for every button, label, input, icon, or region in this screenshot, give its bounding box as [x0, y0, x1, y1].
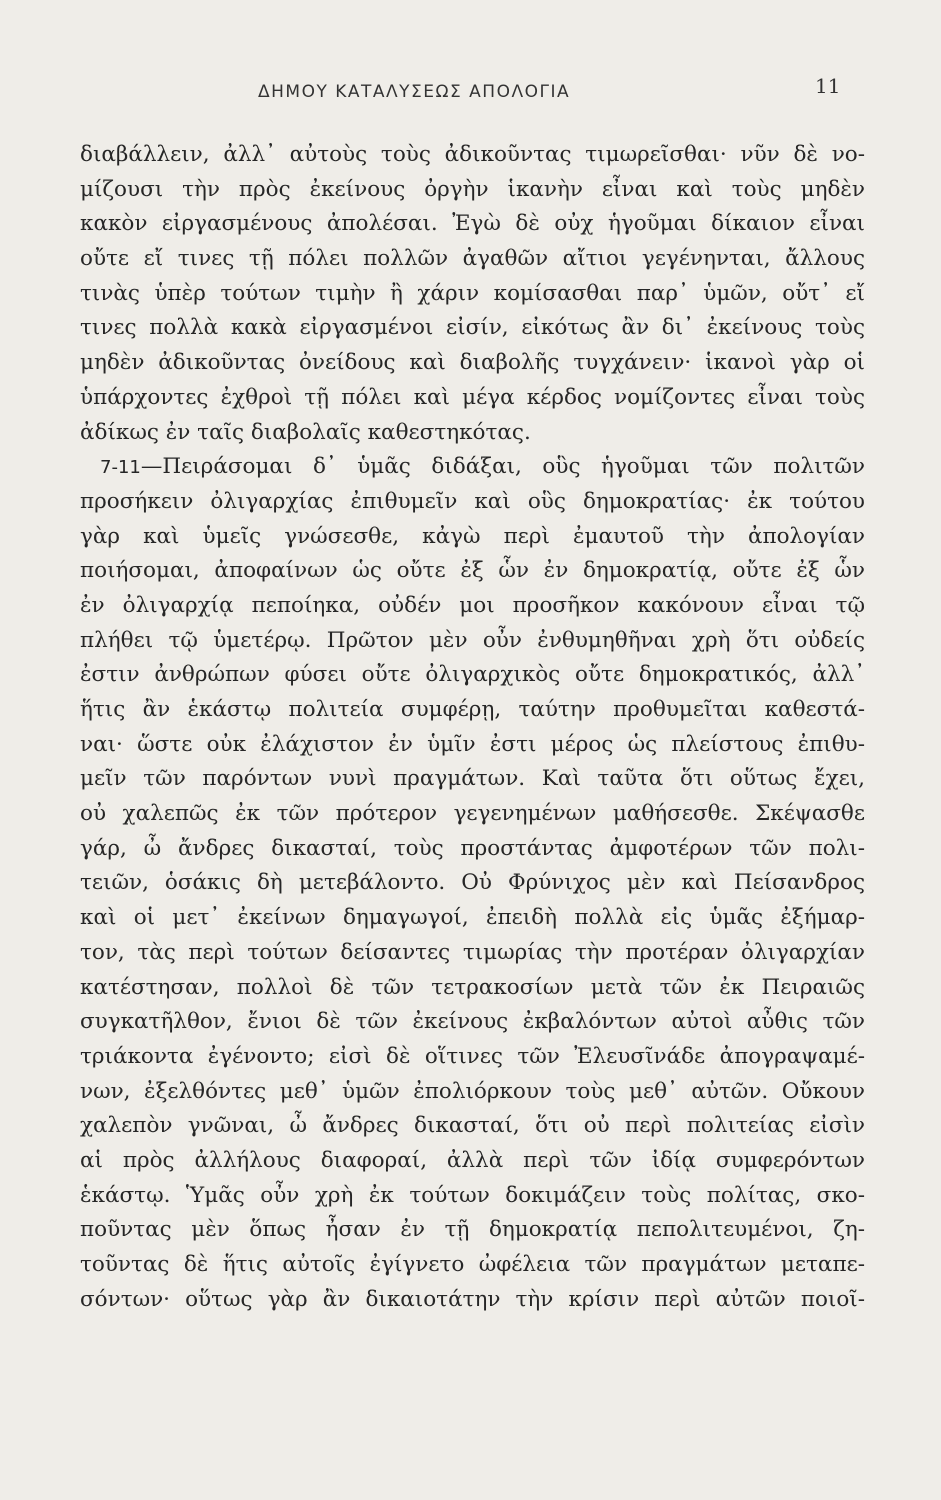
- text-line: ἑκάστῳ. Ὑμᾶς οὖν χρὴ ἐκ τούτων δοκιμάζειν τοὺς πολίτας, σκο-: [80, 1182, 865, 1208]
- text-line: καὶ οἱ μετ᾽ ἐκείνων δημαγωγοί, ἐπειδὴ πολλὰ εἰς ὑμᾶς ἐξήμαρ-: [80, 905, 865, 931]
- text-line: αἱ πρὸς ἀλλήλους διαφοραί, ἀλλὰ περὶ τῶν ἰδίᾳ συμφερόντων: [80, 1147, 865, 1173]
- text-line: κακὸν εἰργασμένους ἀπολέσαι. Ἐγὼ δὲ οὐχ ἡγοῦμαι δίκαιον εἶναι: [80, 211, 865, 237]
- text-line: γάρ, ὦ ἄνδρες δικασταί, τοὺς προστάντας ἀμφοτέρων τῶν πολι-: [80, 835, 865, 861]
- text-line: πλήθει τῷ ὑμετέρῳ. Πρῶτον μὲν οὖν ἐνθυμηθῆναι χρὴ ὅτι οὐδείς: [80, 627, 865, 653]
- section-marker: 7-11: [100, 457, 141, 479]
- running-title: ΔΗΜΟΥ ΚΑΤΑΛΥΣΕΩΣ ΑΠΟΛΟΓΙΑ: [258, 82, 571, 102]
- text-line: ὑπάρχοντες ἐχθροὶ τῇ πόλει καὶ μέγα κέρδος νομίζοντες εἶναι τοὺς: [80, 384, 865, 410]
- text-line: ἀδίκως ἐν ταῖς διαβολαῖς καθεστηκότας.: [80, 419, 531, 445]
- text-line: τον, τὰς περὶ τούτων δείσαντες τιμωρίας τὴν προτέραν ὀλιγαρχίαν: [80, 939, 865, 965]
- text-line: μηδὲν ἀδικοῦντας ὀνείδους καὶ διαβολῆς τυγχάνειν· ἱκανοὶ γὰρ οἱ: [80, 350, 865, 376]
- section-first-line: —Πειράσομαι δ᾽ ὑμᾶς διδάξαι, οὓς ἡγοῦμαι τῶν πολιτῶν: [140, 454, 865, 480]
- text-line: νων, ἐξελθόντες μεθ᾽ ὑμῶν ἐπολιόρκουν τοὺς μεθ᾽ αὐτῶν. Οὔκουν: [80, 1078, 865, 1104]
- text-line: τριάκοντα ἐγένοντο; εἰσὶ δὲ οἵτινες τῶν Ἐλευσῖνάδε ἀπογραψαμέ-: [80, 1043, 865, 1069]
- text-line: τινὰς ὑπὲρ τούτων τιμὴν ἢ χάριν κομίσασθαι παρ᾽ ὑμῶν, οὔτ᾽ εἴ: [80, 280, 865, 306]
- text-line: διαβάλλειν, ἀλλ᾽ αὐτοὺς τοὺς ἀδικοῦντας τιμωρεῖσθαι· νῦν δὲ νο-: [80, 142, 865, 167]
- text-line: ποῦντας μὲν ὅπως ἦσαν ἐν τῇ δημοκρατίᾳ πεπολιτευμένοι, ζη-: [80, 1217, 865, 1243]
- text-line: ποιήσομαι, ἀποφαίνων ὡς οὔτε ἐξ ὧν ἐν δημοκρατίᾳ, οὔτε ἐξ ὧν: [80, 558, 865, 584]
- text-line: ἐν ὀλιγαρχίᾳ πεποίηκα, οὐδέν μοι προσῆκον κακόνουν εἶναι τῷ: [80, 592, 865, 618]
- text-line: οὐ χαλεπῶς ἐκ τῶν πρότερον γεγενημένων μαθήσεσθε. Σκέψασθε: [80, 801, 865, 827]
- text-line: γὰρ καὶ ὑμεῖς γνώσεσθε, κἀγὼ περὶ ἐμαυτοῦ τὴν ἀπολογίαν: [80, 523, 865, 549]
- text-line: τειῶν, ὁσάκις δὴ μετεβάλοντο. Οὐ Φρύνιχος μὲν καὶ Πείσανδρος: [80, 870, 865, 896]
- text-line: ἥτις ἂν ἑκάστῳ πολιτεία συμφέρῃ, ταύτην προθυμεῖται καθεστά-: [80, 697, 865, 722]
- text-line: χαλεπὸν γνῶναι, ὦ ἄνδρες δικασταί, ὅτι οὐ περὶ πολιτείας εἰσὶν: [80, 1113, 865, 1139]
- text-line: τινες πολλὰ κακὰ εἰργασμένοι εἰσίν, εἰκότως ἂν δι᾽ ἐκείνους τοὺς: [80, 315, 865, 341]
- text-line: προσήκειν ὀλιγαρχίας ἐπιθυμεῖν καὶ οὓς δημοκρατίας· ἐκ τούτου: [80, 488, 865, 514]
- page-number: 11: [815, 74, 841, 98]
- text-line: σόντων· οὕτως γὰρ ἂν δικαιοτάτην τὴν κρίσιν περὶ αὐτῶν ποιοῖ-: [80, 1286, 865, 1312]
- text-line: μίζουσι τὴν πρὸς ἐκείνους ὀργὴν ἱκανὴν εἶναι καὶ τοὺς μηδὲν: [80, 176, 865, 202]
- text-line: ἐστιν ἀνθρώπων φύσει οὔτε ὀλιγαρχικὸς οὔτε δημοκρατικός, ἀλλ᾽: [80, 662, 865, 688]
- text-line: οὔτε εἴ τινες τῇ πόλει πολλῶν ἀγαθῶν αἴτιοι γεγένηνται, ἄλλους: [80, 246, 865, 272]
- text-line: συγκατῆλθον, ἔνιοι δὲ τῶν ἐκείνους ἐκβαλόντων αὐτοὶ αὖθις τῶν: [80, 1009, 865, 1035]
- text-line: κατέστησαν, πολλοὶ δὲ τῶν τετρακοσίων μετὰ τῶν ἐκ Πειραιῶς: [80, 974, 865, 1000]
- text-line: ναι· ὥστε οὐκ ἐλάχιστον ἐν ὑμῖν ἐστι μέρος ὡς πλείστους ἐπιθυ-: [80, 731, 865, 757]
- text-line: μεῖν τῶν παρόντων νυνὶ πραγμάτων. Καὶ ταῦτα ὅτι οὕτως ἔχει,: [80, 766, 865, 792]
- text-line-section-start: [80, 450, 865, 485]
- greek-text-body: [80, 138, 865, 1317]
- running-header: [0, 74, 941, 112]
- text-line: τοῦντας δὲ ἥτις αὐτοῖς ἐγίγνετο ὠφέλεια τῶν πραγμάτων μεταπε-: [80, 1252, 865, 1277]
